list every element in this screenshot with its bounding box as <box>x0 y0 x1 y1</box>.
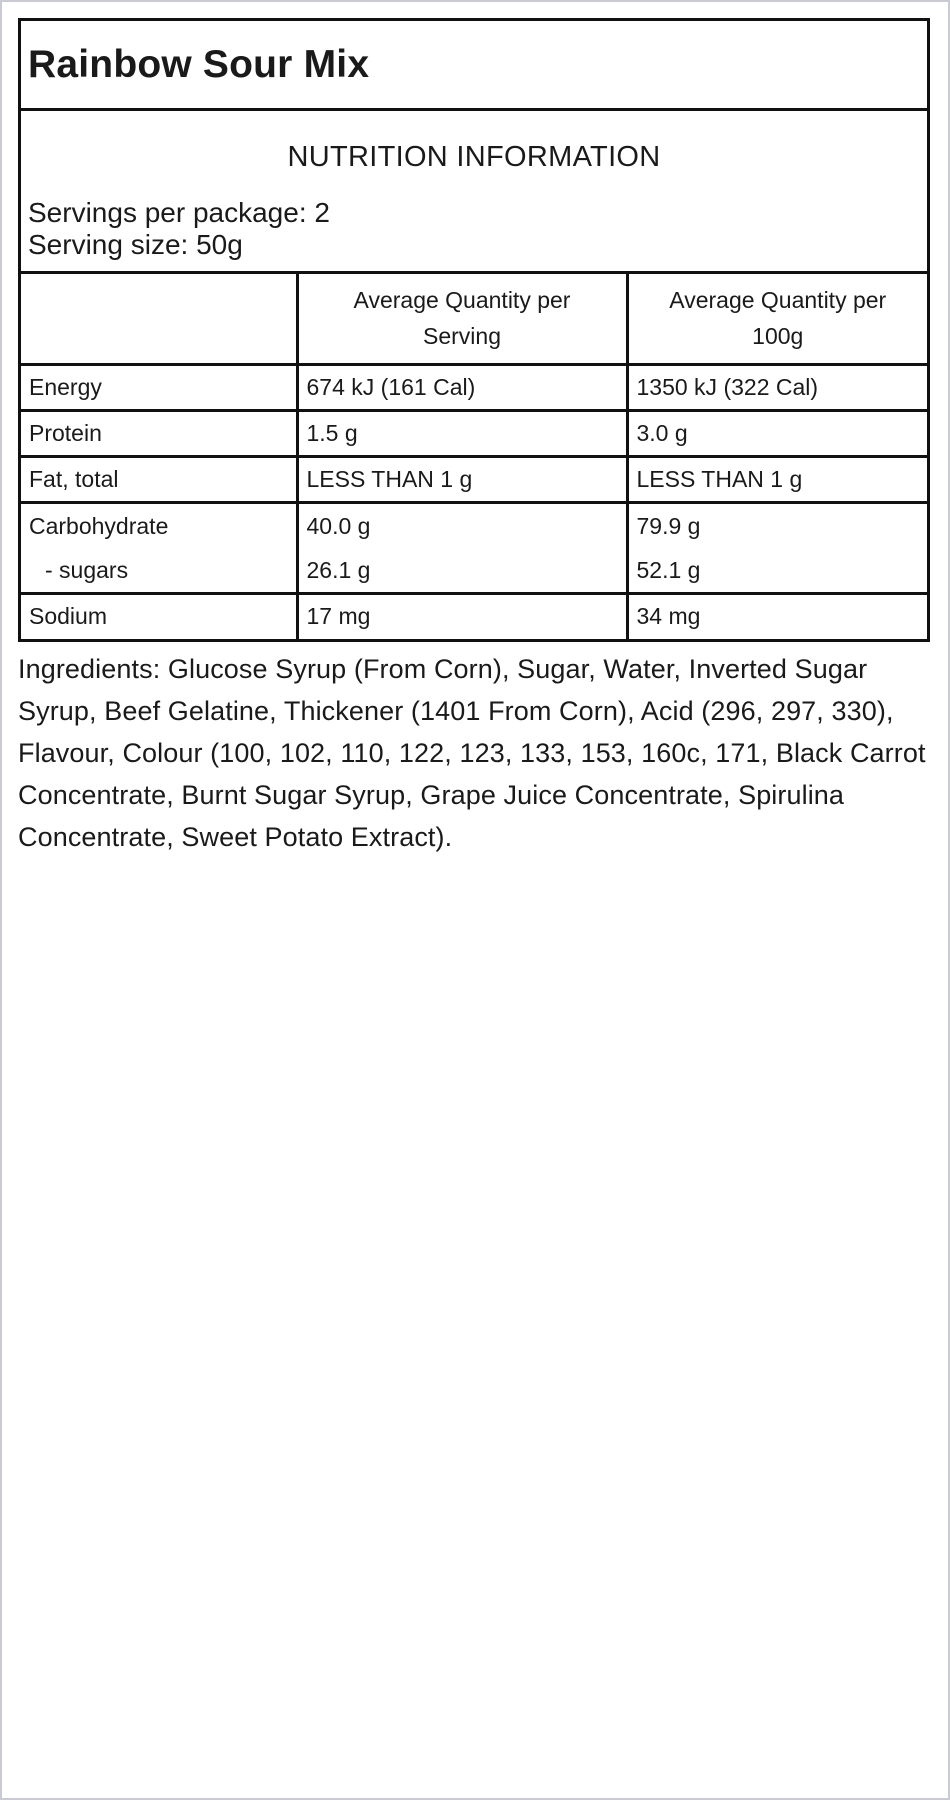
table-row <box>21 593 927 639</box>
title-row <box>21 21 927 111</box>
sub-per-100g-value: 52.1 g <box>636 556 701 583</box>
per-100g-value: 3.0 g <box>627 410 927 456</box>
table-row <box>21 410 927 456</box>
table-row-carbohydrate <box>21 502 927 593</box>
table-row <box>21 456 927 502</box>
per-100g-value: 79.9 g <box>636 512 701 539</box>
header-per-serving: Average Quantity per Serving <box>297 274 627 364</box>
nutrition-table <box>21 274 927 639</box>
per-serving-value: 40.0 g <box>306 512 371 539</box>
table-row <box>21 364 927 410</box>
header-per-100g: Average Quantity per 100g <box>627 274 927 364</box>
ingredients-text: Ingredients: Glucose Syrup (From Corn), Sugar, Water, Inverted Sugar Syrup, Beef Gelatine, Thickener (1401 From Corn), Acid (296, 297, 330), Flavour, Colour (100, 102, 110, 122, 123, 133, 153, 160c, 171, Black Carrot Concentrate, Burnt Sugar Syrup, Grape Juice Concentrate, Spirulina Concentrate, Sweet Potato Extract). <box>18 654 926 852</box>
table-header-row <box>21 274 927 364</box>
product-title: Rainbow Sour Mix <box>28 42 370 86</box>
serving-details <box>28 197 330 261</box>
nutrient-name: Protein <box>21 410 297 456</box>
nutrition-label <box>18 18 930 642</box>
header-blank <box>21 274 297 364</box>
per-100g-value: 1350 kJ (322 Cal) <box>627 364 927 410</box>
sub-nutrient-name: - sugars <box>45 556 129 583</box>
nutrient-name: Carbohydrate <box>29 512 169 539</box>
per-100g-value: 34 mg <box>636 603 701 630</box>
per-serving-cell <box>297 502 627 593</box>
per-serving-value: 17 mg <box>297 593 627 639</box>
per-serving-value: 674 kJ (161 Cal) <box>297 364 627 410</box>
nutrient-name: Sodium <box>21 593 297 639</box>
nutrient-name-cell <box>21 502 297 593</box>
nutrient-name: Fat, total <box>21 456 297 502</box>
per-serving-value: LESS THAN 1 g <box>297 456 627 502</box>
per-serving-value: 1.5 g <box>297 410 627 456</box>
nutrition-heading: NUTRITION INFORMATION <box>287 141 661 173</box>
per-100g-cell <box>627 502 927 593</box>
sub-per-serving-value: 26.1 g <box>306 556 371 583</box>
per-100g-value: LESS THAN 1 g <box>627 456 927 502</box>
serving-info-block <box>21 111 927 274</box>
servings-per-package: Servings per package: 2 <box>28 197 330 228</box>
nutrient-name: Energy <box>21 364 297 410</box>
serving-size: Serving size: 50g <box>28 229 243 260</box>
